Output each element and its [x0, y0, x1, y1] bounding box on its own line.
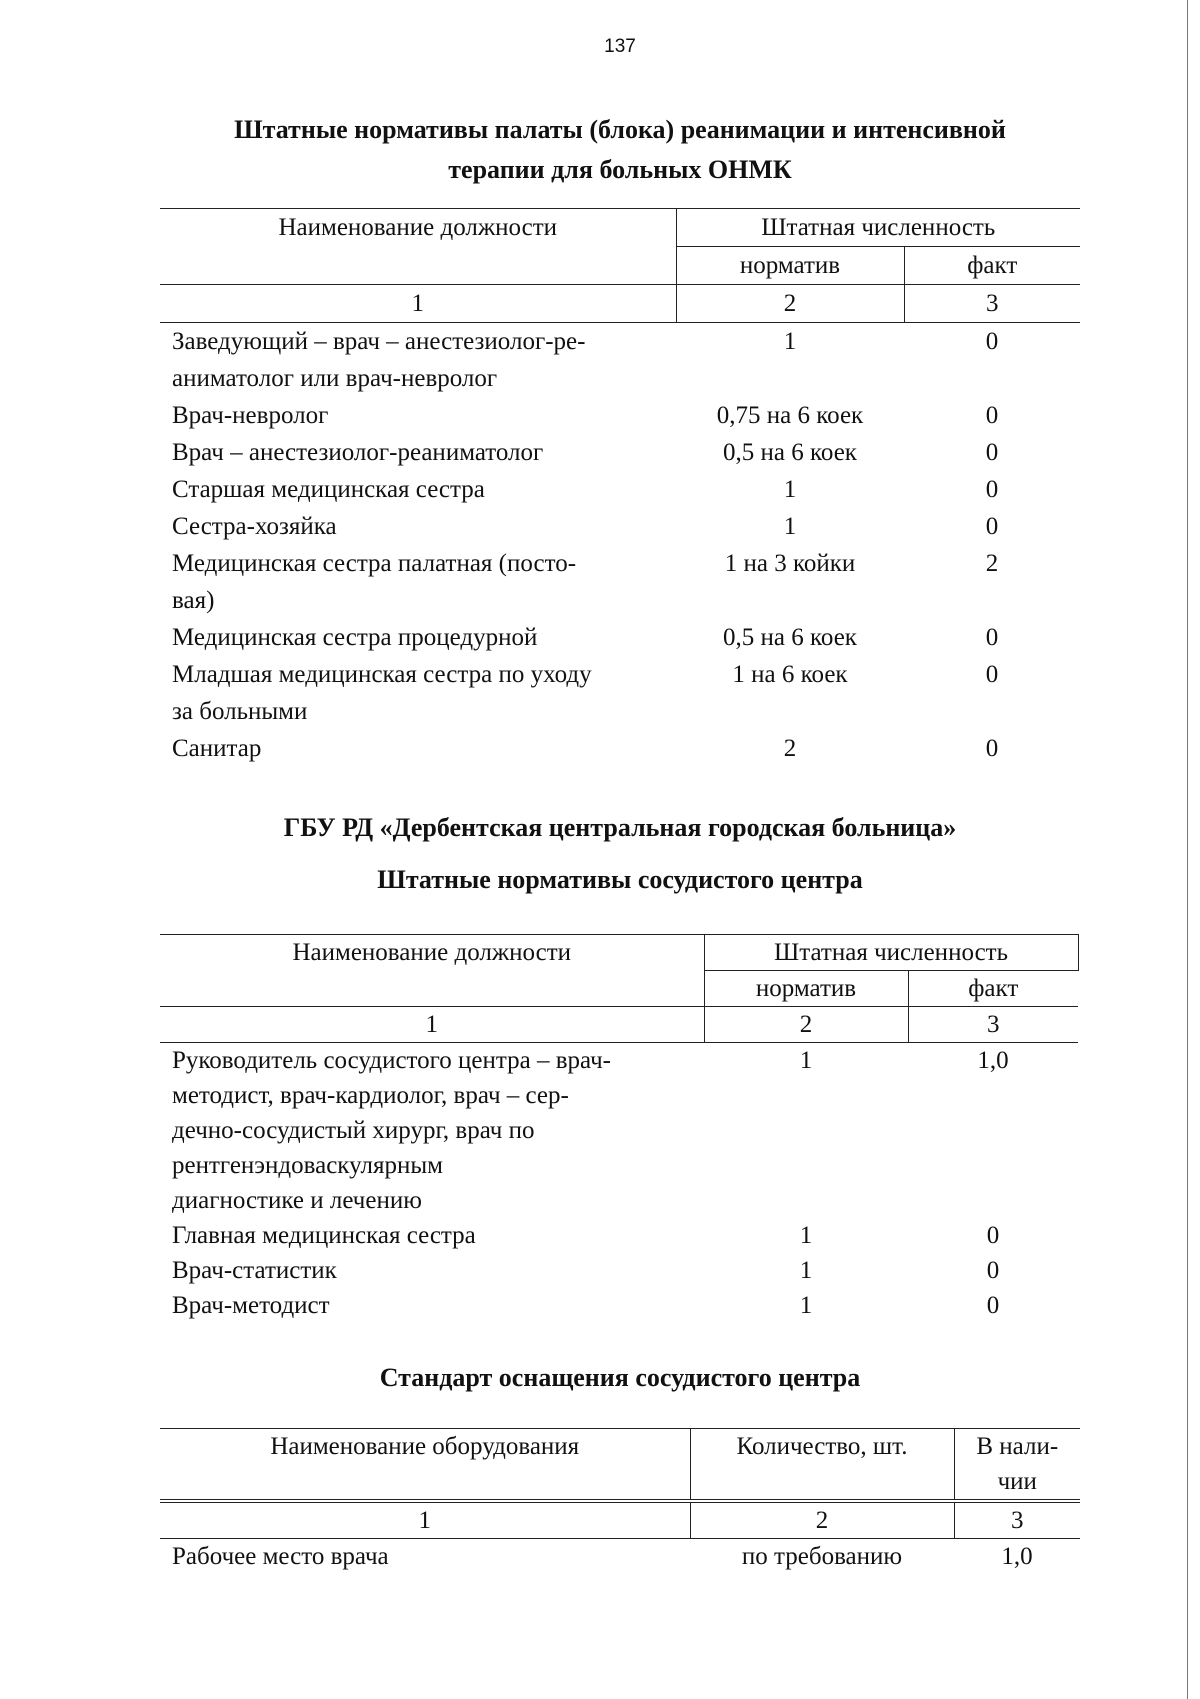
- header-norm: норматив: [704, 971, 908, 1007]
- position-name: за больными: [172, 698, 308, 725]
- table-row: [160, 471, 1080, 508]
- fact-value: 2: [985, 550, 999, 577]
- fact-value: 0: [986, 1257, 1000, 1284]
- page-edge-line: [1187, 0, 1188, 1699]
- norm-value: 1: [799, 1292, 813, 1319]
- norm-value: 2: [783, 735, 797, 762]
- icu-staffing-table: [160, 208, 1080, 767]
- norm-value: 1: [799, 1222, 813, 1249]
- section2-title: Штатные нормативы сосудистого центра: [377, 865, 863, 894]
- table-row: [160, 545, 1080, 619]
- header-num-2: 2: [676, 285, 904, 323]
- norm-value: 0,5 на 6 коек: [723, 439, 857, 466]
- fact-value: 0: [985, 513, 999, 540]
- table-row: [160, 434, 1080, 471]
- header-num-3: 3: [908, 1007, 1078, 1043]
- position-name: Главная медицинская сестра: [172, 1222, 476, 1249]
- fact-value: 0: [985, 328, 999, 355]
- norm-value: 0,5 на 6 коек: [723, 624, 857, 651]
- header-position: Наименование должности: [160, 935, 704, 1007]
- header-position: Наименование должности: [160, 209, 676, 285]
- page-number: 137: [604, 36, 636, 57]
- table-row: [160, 1218, 1078, 1253]
- norm-value: 1 на 6 коек: [732, 661, 848, 688]
- fact-value: 0: [986, 1222, 1000, 1249]
- fact-value: 0: [985, 402, 999, 429]
- fact-value: 0: [985, 735, 999, 762]
- position-name: Старшая медицинская сестра: [172, 476, 485, 503]
- fact-value: 0: [986, 1292, 1000, 1319]
- header-num-2: 2: [704, 1007, 908, 1043]
- header-num-1: 1: [160, 1007, 704, 1043]
- hospital-title: ГБУ РД «Дербентская центральная городская больница»: [283, 813, 957, 842]
- position-name: Врач-невролог: [172, 402, 329, 429]
- table-row: [160, 1043, 1078, 1219]
- position-name: диагностике и лечению: [172, 1187, 422, 1214]
- fact-value: 1,0: [977, 1047, 1009, 1074]
- table-row: [160, 508, 1080, 545]
- position-name: Медицинская сестра процедурной: [172, 624, 538, 651]
- position-name: Врач-статистик: [172, 1257, 337, 1284]
- position-name: методист, врач-кардиолог, врач – сер-: [172, 1082, 569, 1109]
- section1-title-line2: терапии для больных ОНМК: [448, 155, 792, 184]
- fact-value: 0: [985, 661, 999, 688]
- header-num-3: 3: [904, 285, 1080, 323]
- header-available: [954, 1429, 1080, 1502]
- fact-value: 0: [985, 624, 999, 651]
- quantity-value: по требованию: [741, 1543, 903, 1570]
- available-value: 1,0: [1001, 1543, 1033, 1570]
- header-fact: факт: [967, 252, 1018, 279]
- fact-value: 0: [985, 439, 999, 466]
- position-name: Заведующий – врач – анестезиолог-ре-: [172, 328, 586, 355]
- section1-title: [0, 110, 1200, 190]
- norm-value: 1: [783, 513, 797, 540]
- equipment-standard-table: [160, 1428, 1080, 1574]
- header-equipment: Наименование оборудования: [160, 1429, 690, 1502]
- header-num-1: 1: [160, 1501, 690, 1539]
- position-name: Медицинская сестра палатная (посто-: [172, 550, 577, 577]
- header-quantity: Количество, шт.: [690, 1429, 954, 1502]
- table-row: [160, 730, 1080, 767]
- position-name: Руководитель сосудистого центра – врач-: [172, 1047, 612, 1074]
- table-row: [160, 323, 1080, 398]
- position-name: рентгенэндоваскулярным: [172, 1152, 443, 1179]
- position-name: Врач – анестезиолог-реаниматолог: [172, 439, 544, 466]
- section3-title: Стандарт оснащения сосудистого центра: [379, 1363, 861, 1392]
- table-row: [160, 619, 1080, 656]
- position-name: Младшая медицинская сестра по уходу: [172, 661, 592, 688]
- header-num-1: 1: [160, 285, 676, 323]
- table-row: [160, 1288, 1078, 1323]
- position-name: вая): [172, 587, 215, 614]
- header-norm: норматив: [676, 247, 904, 285]
- section1-title-line1: Штатные нормативы палаты (блока) реанимации и интенсивной: [234, 115, 1006, 144]
- table-row: [160, 1539, 1080, 1575]
- norm-value: 1: [799, 1047, 813, 1074]
- position-name: аниматолог или врач-невролог: [172, 365, 498, 392]
- position-name: Врач-методист: [172, 1292, 330, 1319]
- vascular-center-staffing-table: [160, 934, 1079, 1323]
- table-row: [160, 656, 1080, 730]
- norm-value: 1: [799, 1257, 813, 1284]
- position-name: Санитар: [172, 735, 262, 762]
- norm-value: 1: [783, 328, 797, 355]
- fact-value: 0: [985, 476, 999, 503]
- norm-value: 0,75 на 6 коек: [716, 402, 864, 429]
- header-num-2: 2: [690, 1501, 954, 1539]
- norm-value: 1 на 3 койки: [724, 550, 856, 577]
- header-fact: факт: [968, 975, 1019, 1002]
- norm-value: 1: [783, 476, 797, 503]
- header-available-line1: В нали-: [976, 1433, 1059, 1460]
- position-name: Сестра-хозяйка: [172, 513, 337, 540]
- position-name: дечно-сосудистый хирург, врач по: [172, 1117, 535, 1144]
- table-row: [160, 1253, 1078, 1288]
- equipment-name: Рабочее место врача: [172, 1543, 389, 1570]
- header-num-3: 3: [954, 1501, 1080, 1539]
- header-staff-count: Штатная численность: [676, 209, 1080, 247]
- header-staff-count: Штатная численность: [704, 935, 1078, 971]
- header-available-line2: чии: [997, 1468, 1037, 1495]
- table-row: [160, 397, 1080, 434]
